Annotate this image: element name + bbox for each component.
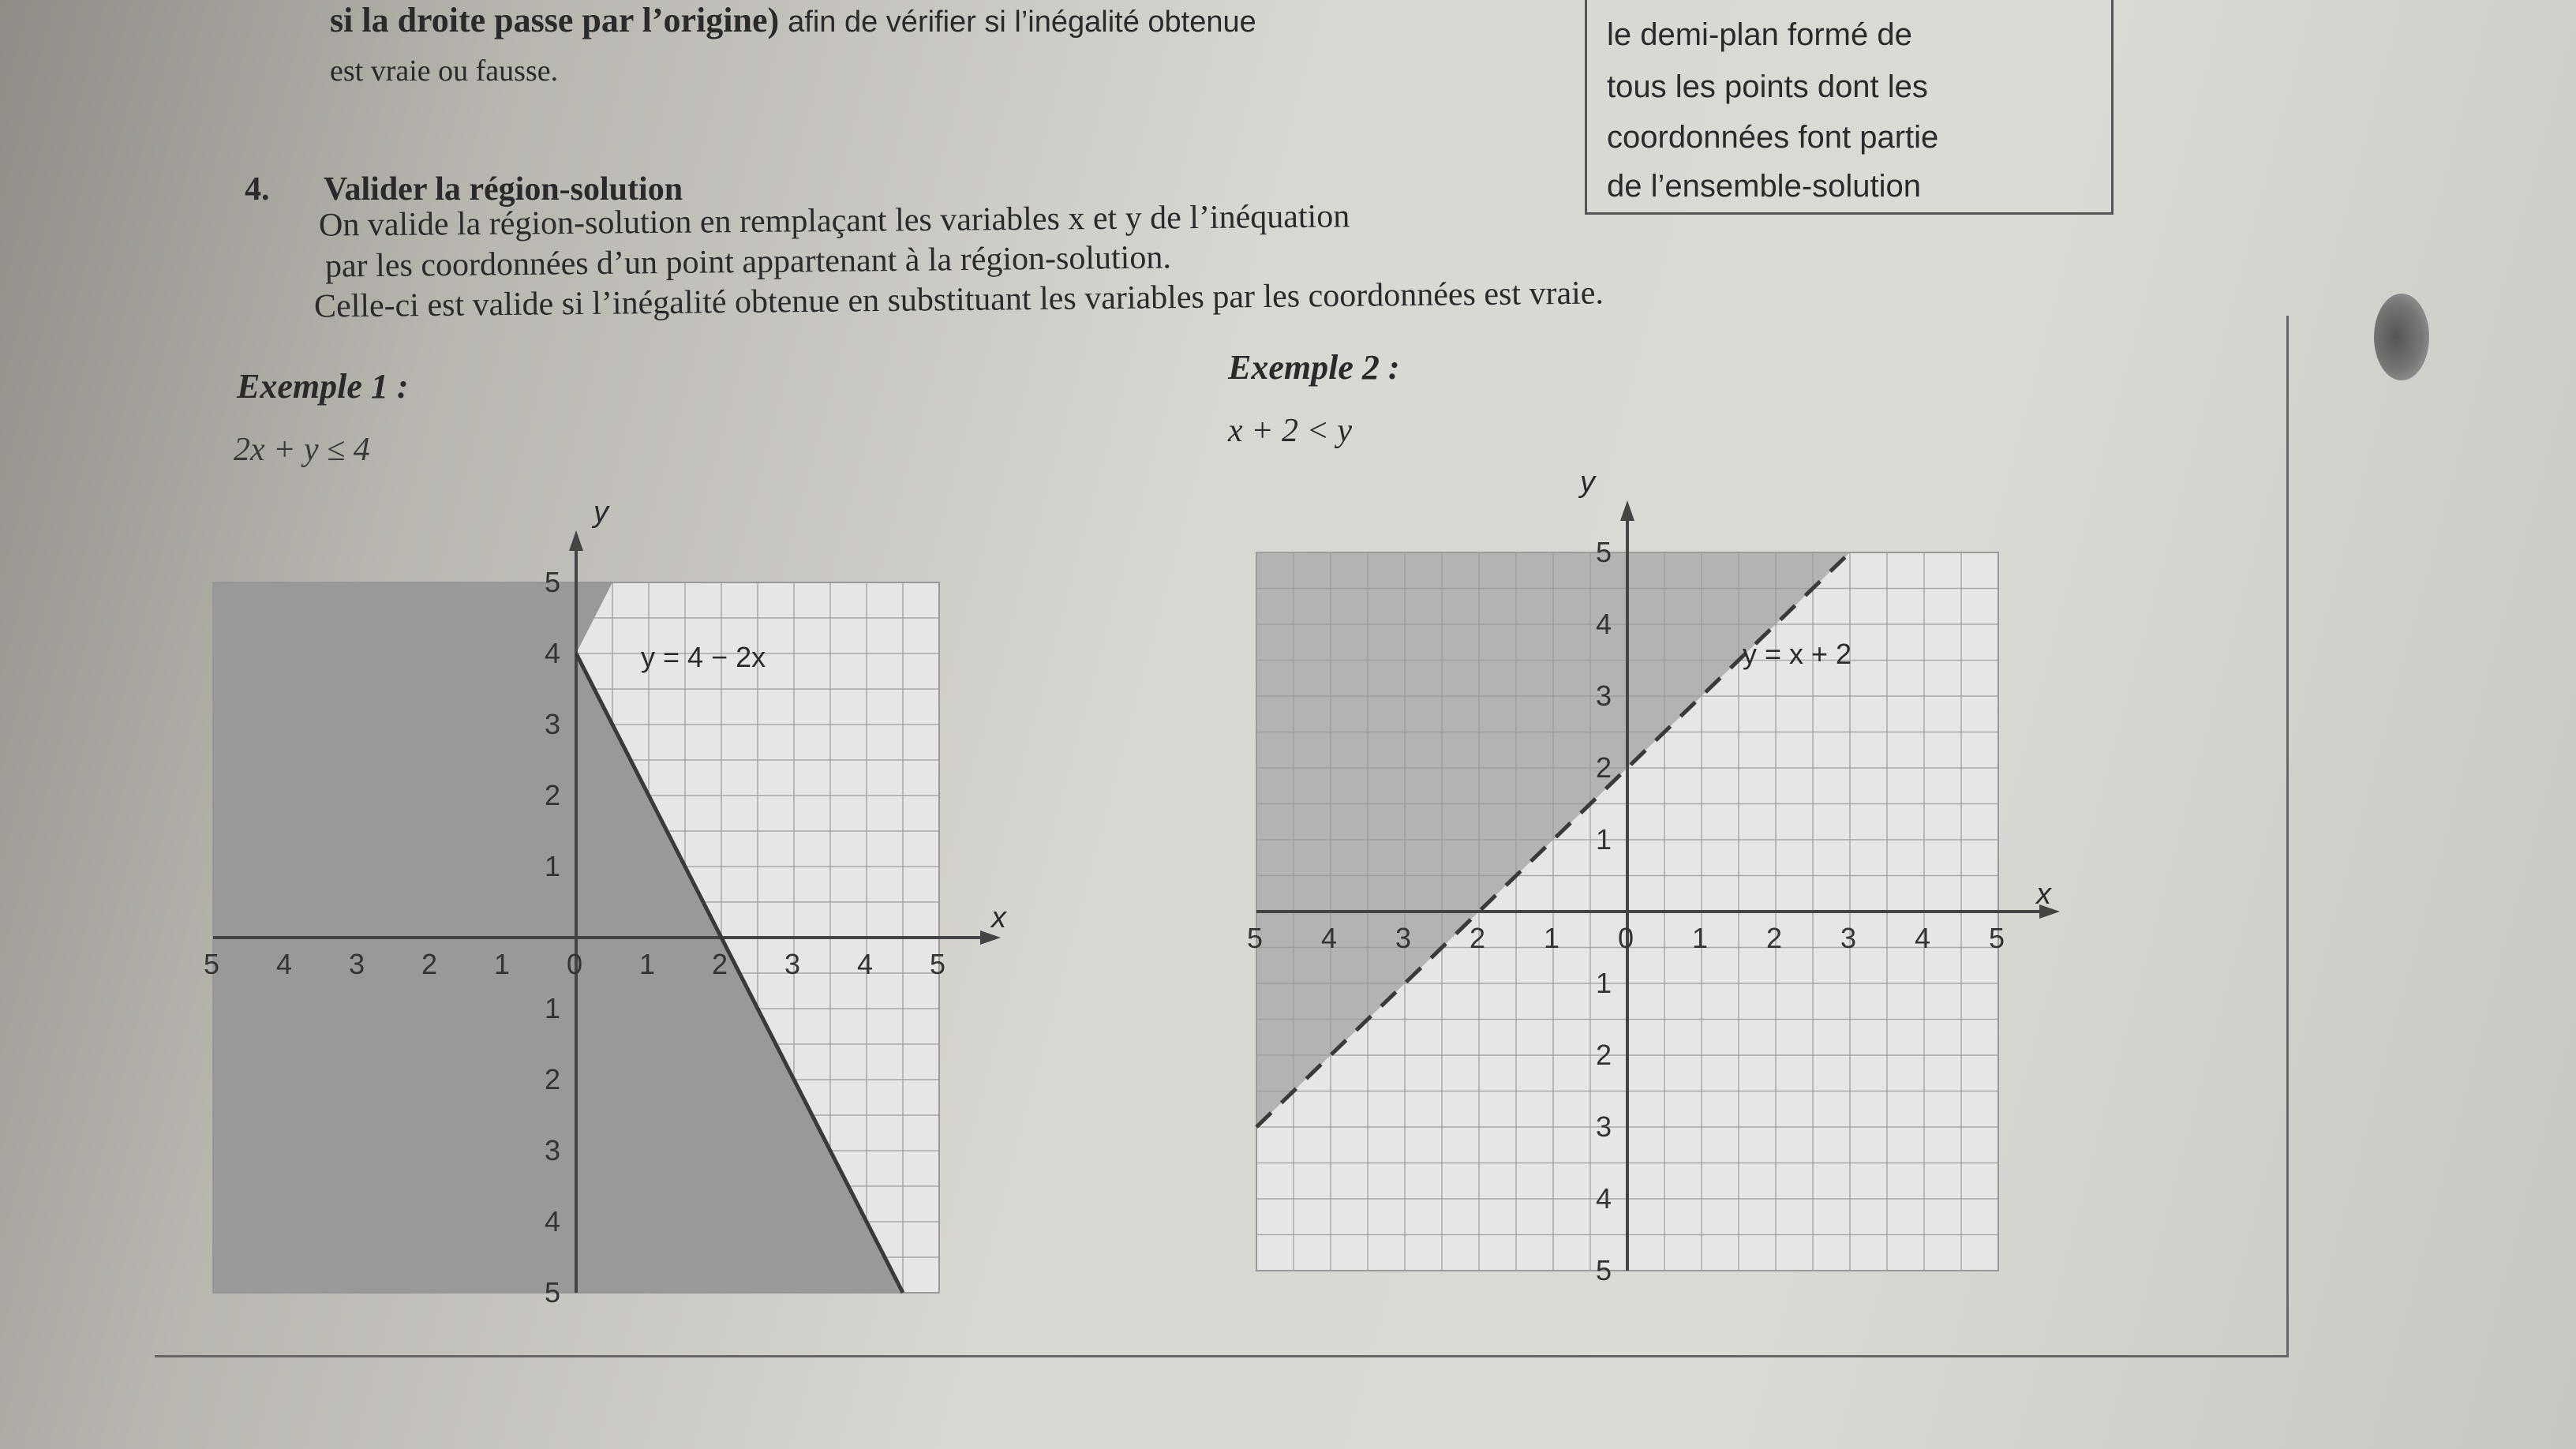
intro-bold: si la droite passe par l’origine) bbox=[330, 1, 780, 39]
graph-2-x-tick-label: 4 bbox=[1321, 922, 1338, 954]
graph-2-x-tick-label: 3 bbox=[1395, 922, 1412, 954]
graph-1-x-tick-label: 3 bbox=[349, 948, 365, 980]
example-1-y-axis-label: y bbox=[593, 496, 608, 529]
graph-2-x-tick-label: 1 bbox=[1544, 922, 1560, 954]
section-text-3: Celle-ci est valide si l’inégalité obtenue en substituant les variables par les coordonnées est vraie. bbox=[313, 275, 1604, 325]
graph-1-y-tick-label: 3 bbox=[545, 1134, 561, 1166]
graph-2-y-tick-label: 3 bbox=[1596, 680, 1612, 712]
graph-1-y-tick-label: 1 bbox=[545, 850, 561, 882]
definition-line-4: de l’ensemble-solution bbox=[1607, 169, 1922, 204]
section-title: Valider la région-solution bbox=[324, 171, 683, 208]
graph-1-y-tick-label: 4 bbox=[545, 637, 561, 669]
graph-2-x-tick-label: 1 bbox=[1692, 922, 1709, 954]
example-1-line-label: y = 4 − 2x bbox=[641, 641, 766, 673]
example-2-line-label: y = x + 2 bbox=[1743, 638, 1852, 670]
graph-2-y-tick-label: 1 bbox=[1596, 823, 1612, 856]
graph-1-x-tick-label: 3 bbox=[784, 948, 801, 980]
graph-1-x-tick-label: 5 bbox=[930, 948, 946, 980]
graph-1-x-tick-label: 1 bbox=[494, 948, 511, 980]
example-1-x-axis-label: x bbox=[991, 901, 1006, 934]
example-1-label: Exemple 1 : bbox=[237, 367, 409, 406]
definition-line-2: tous les points dont les bbox=[1607, 69, 1928, 104]
graph-1-x-tick-label: 5 bbox=[204, 948, 220, 980]
graph-1-x-tick-label: 4 bbox=[276, 948, 293, 980]
graph-1-x-tick-label: 4 bbox=[857, 948, 874, 980]
graph-1-x-tick-label: 2 bbox=[712, 948, 728, 980]
example-2-inequality: x + 2 < y bbox=[1228, 413, 1352, 449]
section-text-2: par les coordonnées d’un point appartenant à la région-solution. bbox=[324, 239, 1172, 285]
graph-2-x-tick-label: 0 bbox=[1618, 922, 1634, 954]
example-2-label: Exemple 2 : bbox=[1228, 348, 1400, 387]
graph-2-y-tick-label: 5 bbox=[1596, 536, 1612, 568]
graph-2-x-tick-label: 5 bbox=[1247, 922, 1264, 954]
graph-2-x-tick-label: 4 bbox=[1915, 922, 1931, 954]
example-2-x-axis-label: x bbox=[2036, 878, 2051, 911]
graph-2-y-tick-label: 4 bbox=[1596, 608, 1612, 640]
graph-2-y-tick-label: 2 bbox=[1596, 751, 1612, 784]
graph-1-y-arrow bbox=[569, 530, 583, 551]
example-1-inequality: 2x + y ≤ 4 bbox=[234, 432, 370, 468]
intro-line-2: est vraie ou fausse. bbox=[330, 54, 559, 88]
graph-1-y-tick-label: 5 bbox=[545, 566, 561, 598]
graph-1-y-tick-label: 1 bbox=[545, 992, 561, 1024]
graph-1-x-tick-label: 0 bbox=[567, 948, 583, 980]
graph-2-y-tick-label: 5 bbox=[1596, 1254, 1612, 1286]
graph-2-x-tick-label: 5 bbox=[1989, 922, 2005, 954]
graph-1-x-tick-label: 2 bbox=[421, 948, 438, 980]
example-2-y-axis-label: y bbox=[1580, 466, 1595, 499]
section-number: 4. bbox=[245, 171, 270, 208]
graph-1-y-tick-label: 2 bbox=[545, 1063, 561, 1095]
graph-1-y-tick-label: 2 bbox=[545, 779, 561, 811]
graph-1-y-tick-label: 5 bbox=[545, 1276, 561, 1309]
graph-2-y-tick-label: 1 bbox=[1596, 967, 1612, 999]
graph-2-x-tick-label: 2 bbox=[1470, 922, 1486, 954]
section-text-1: On valide la région-solution en remplaçant les variables x et y de l’inéquation bbox=[318, 198, 1350, 244]
graph-2-x-tick-label: 3 bbox=[1840, 922, 1857, 954]
definition-line-1: le demi-plan formé de bbox=[1607, 17, 1912, 52]
graph-1-y-tick-label: 4 bbox=[545, 1205, 561, 1237]
graph-2-y-arrow bbox=[1620, 500, 1634, 521]
graph-2-y-tick-label: 4 bbox=[1596, 1182, 1612, 1215]
definition-line-3: coordonnées font partie bbox=[1607, 120, 1939, 155]
graph-2-x-tick-label: 2 bbox=[1766, 922, 1783, 954]
graph-2-y-tick-label: 2 bbox=[1596, 1039, 1612, 1071]
graph-1-y-tick-label: 3 bbox=[545, 708, 561, 740]
graph-2-y-tick-label: 3 bbox=[1596, 1110, 1612, 1143]
intro-rest: afin de vérifier si l’inégalité obtenue bbox=[788, 6, 1256, 39]
graph-1-x-tick-label: 1 bbox=[639, 948, 656, 980]
